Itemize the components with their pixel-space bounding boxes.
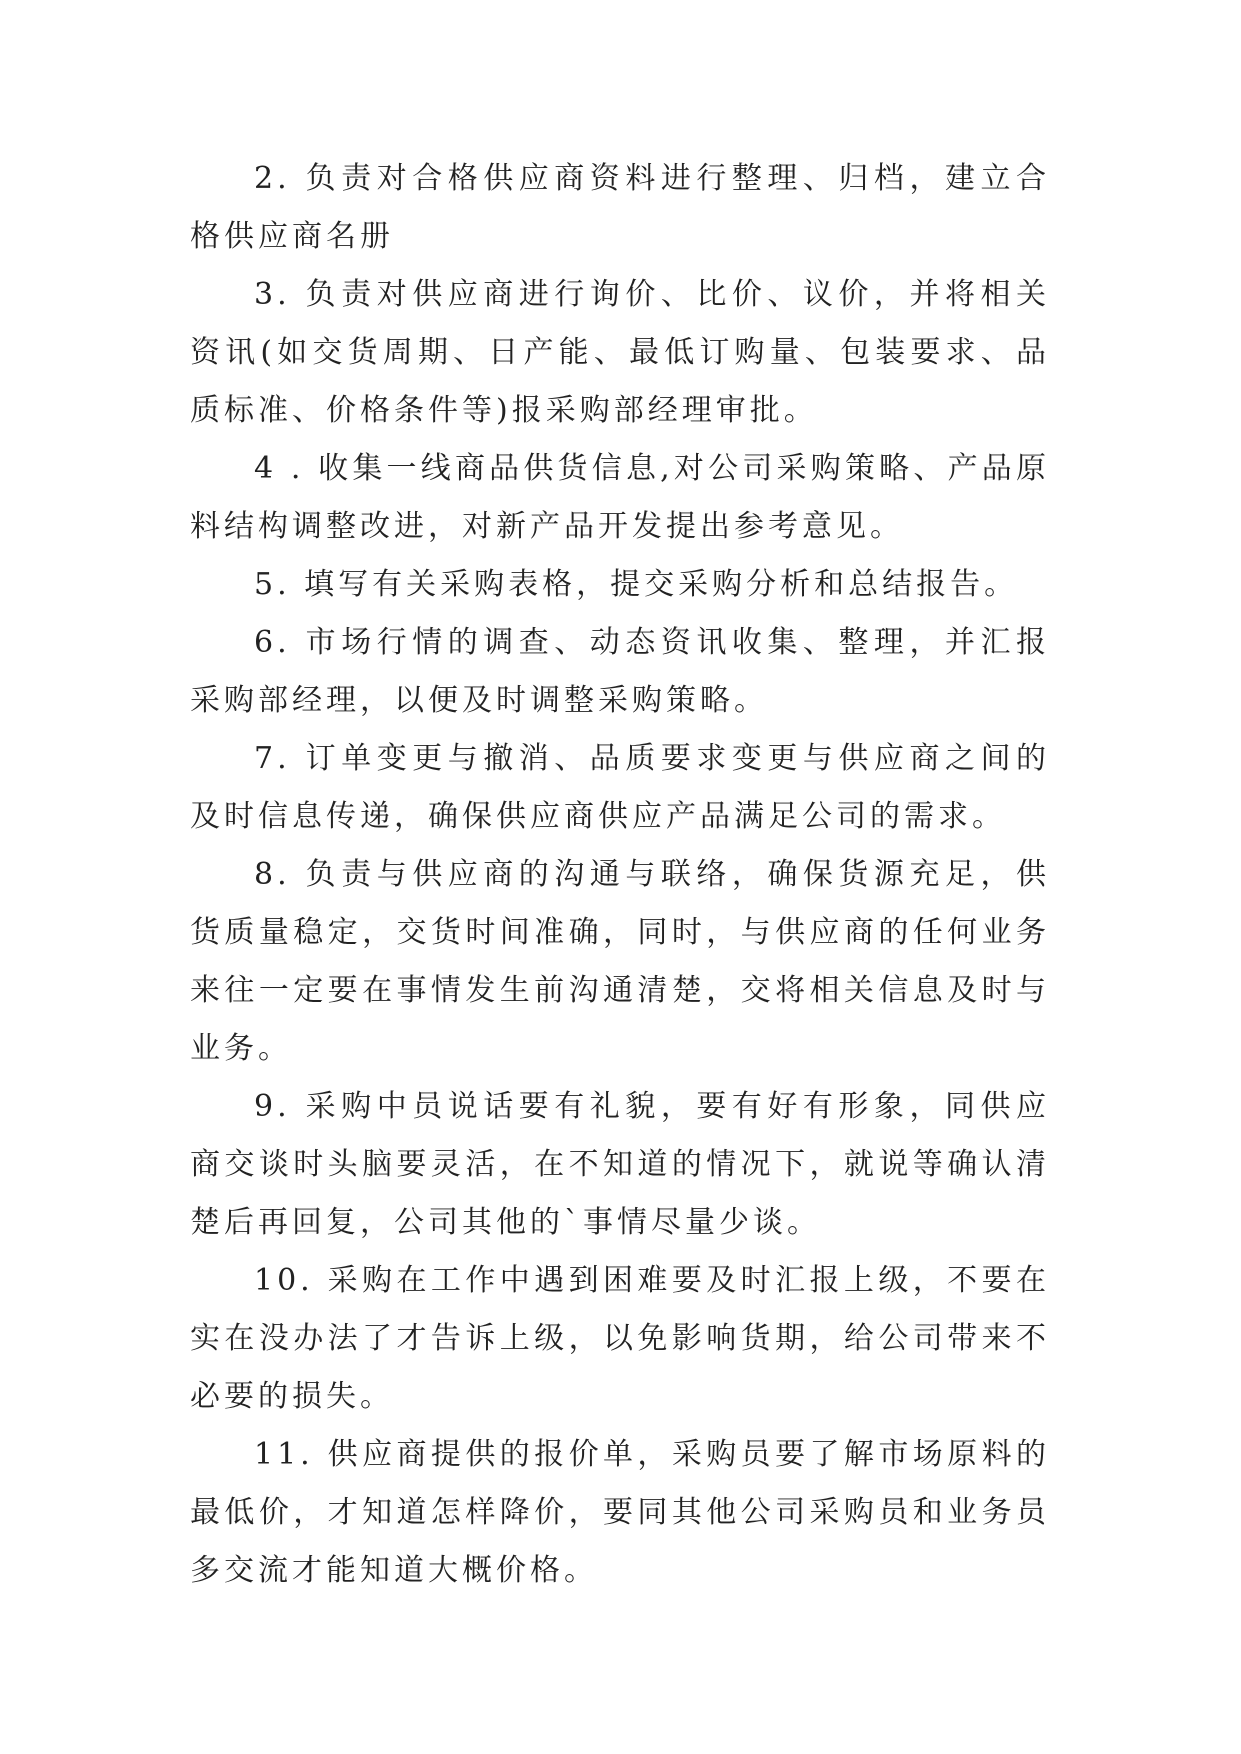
paragraph-item-7: 7. 订单变更与撤消、品质要求变更与供应商之间的及时信息传递，确保供应商供应产品满足公司的需求。	[190, 741, 1050, 834]
paragraph-item-8: 8. 负责与供应商的沟通与联络，确保货源充足，供货质量稳定，交货时间准确，同时，与供应商的任何业务来往一定要在事情发生前沟通清楚，交将相关信息及时与业务。	[190, 857, 1050, 1066]
paragraph-item-3: 3. 负责对供应商进行询价、比价、议价，并将相关资讯(如交货周期、日产能、最低订购量、包装要求、品质标准、价格条件等)报采购部经理审批。	[190, 277, 1050, 428]
paragraph-item-9: 9. 采购中员说话要有礼貌，要有好有形象，同供应商交谈时头脑要灵活，在不知道的情况下，就说等确认清楚后再回复，公司其他的`事情尽量少谈。	[190, 1089, 1050, 1240]
paragraph-item-2: 2. 负责对合格供应商资料进行整理、归档，建立合格供应商名册	[190, 161, 1050, 254]
paragraph-item-6: 6. 市场行情的调查、动态资讯收集、整理，并汇报采购部经理，以便及时调整采购策略。	[190, 625, 1050, 718]
paragraph-item-4: 4 . 收集一线商品供货信息,对公司采购策略、产品原料结构调整改进，对新产品开发提出参考意见。	[190, 451, 1050, 544]
paragraph-item-11: 11. 供应商提供的报价单，采购员要了解市场原料的最低价，才知道怎样降价，要同其他公司采购员和业务员多交流才能知道大概价格。	[190, 1437, 1050, 1588]
paragraph-item-10: 10. 采购在工作中遇到困难要及时汇报上级，不要在实在没办法了才告诉上级，以免影响货期，给公司带来不必要的损失。	[190, 1263, 1050, 1414]
paragraph-item-5: 5. 填写有关采购表格，提交采购分析和总结报告。	[254, 567, 1019, 602]
document-body	[190, 150, 1050, 1600]
